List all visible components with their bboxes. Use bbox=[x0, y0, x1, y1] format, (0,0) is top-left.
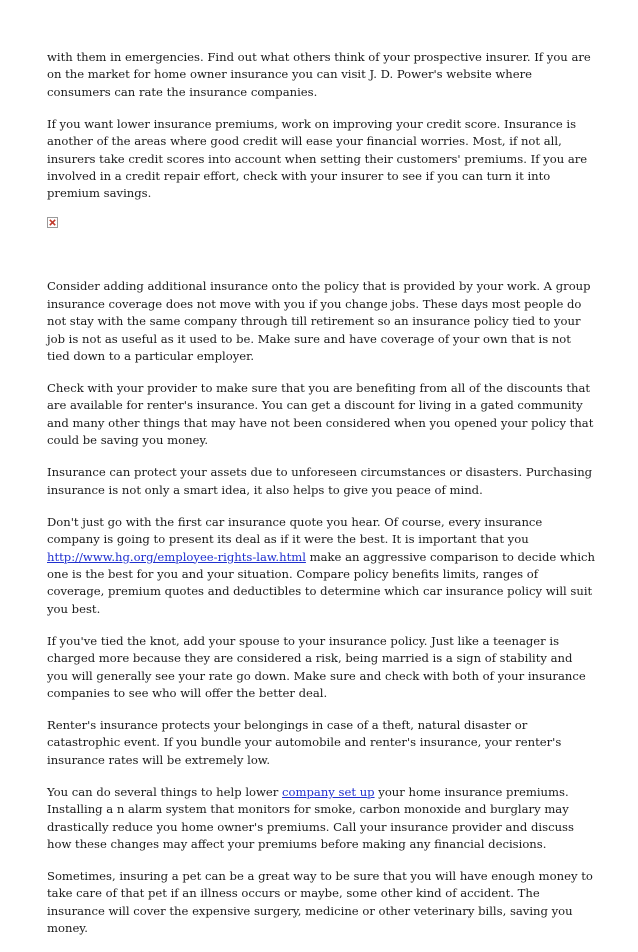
broken-image-icon bbox=[47, 217, 58, 228]
employee-rights-link[interactable]: http://www.hg.org/employee-rights-law.html bbox=[47, 549, 306, 564]
paragraph-text: make an aggressive comparison to decide which one is the best for you and your situation. Compare policy benefits limits, ranges of coverage, premium quotes and deductibles to determine which car insurance policy will suit you best. bbox=[47, 549, 595, 616]
paragraph-credit-score: If you want lower insurance premiums, work on improving your credit score. Insurance is another of the areas where good credit will ease your financial worries. Most, if not all, insurers take credit scores into account when setting their customers' premiums. If you are involved in a credit repair effort, check with your insurer to see if you can turn it into premium savings. bbox=[47, 116, 588, 201]
company-set-up-link[interactable]: company set up bbox=[282, 784, 375, 799]
paragraph-text: your home insurance premiums. Installing a n alarm system that monitors for smoke, carbon monoxide and burglary may drastically reduce you home owner's premiums. Call your insurance provider and discuss how these changes may affect your premiums before making any financial decisions. bbox=[47, 784, 574, 851]
paragraph-renter-discounts: Check with your provider to make sure that you are benefiting from all of the discounts that are available for renter's insurance. You can get a discount for living in a gated community and many other things that may have not been considered when you opened your policy that could be saving you money. bbox=[47, 381, 594, 448]
paragraph-renters-insurance: Renter's insurance protects your belongings in case of a theft, natural disaster or catastrophic event. If you bundle your automobile and renter's insurance, your renter's insurance rates will be extremely low. bbox=[47, 717, 562, 767]
paragraph-spouse: If you've tied the knot, add your spouse to your insurance policy. Just like a teenager is charged more because they are considered a risk, being married is a sign of stability and you will generally see your rate go down. Make sure and check with both of your insurance companies to see who will offer the better deal. bbox=[47, 633, 586, 700]
paragraph-protect-assets: Insurance can protect your assets due to unforeseen circumstances or disasters. Purchasing insurance is not only a smart idea, it also helps to give you peace of mind. bbox=[47, 465, 593, 497]
document-body bbox=[47, 49, 595, 952]
paragraph-emergencies: with them in emergencies. Find out what others think of your prospective insurer. If you are on the market for home owner insurance you can visit J. D. Power's website where consumers can rate the insurance companies. bbox=[47, 50, 591, 99]
paragraph-car-insurance-quote bbox=[47, 514, 595, 618]
paragraph-text: You can do several things to help lower bbox=[47, 784, 283, 799]
paragraph-group-insurance: Consider adding additional insurance onto the policy that is provided by your work. A group insurance coverage does not move with you if you change jobs. These days most people do not stay with the same company through till retirement so an insurance policy tied to your job is not as useful as it used to be. Make sure and have coverage of your own that is not tied down to a particular employer. bbox=[47, 279, 591, 364]
paragraph-pet-insurance: Sometimes, insuring a pet can be a great way to be sure that you will have enough money to take care of that pet if an illness occurs or maybe, some other kind of accident. The insurance will cover the expensive surgery, medicine or other veterinary bills, saving you money. bbox=[47, 868, 593, 936]
paragraph-home-insurance bbox=[47, 784, 595, 854]
paragraph-text: Don't just go with the first car insurance quote you hear. Of course, every insurance company is going to present its deal as if it were the best. It is important that you bbox=[47, 514, 543, 547]
